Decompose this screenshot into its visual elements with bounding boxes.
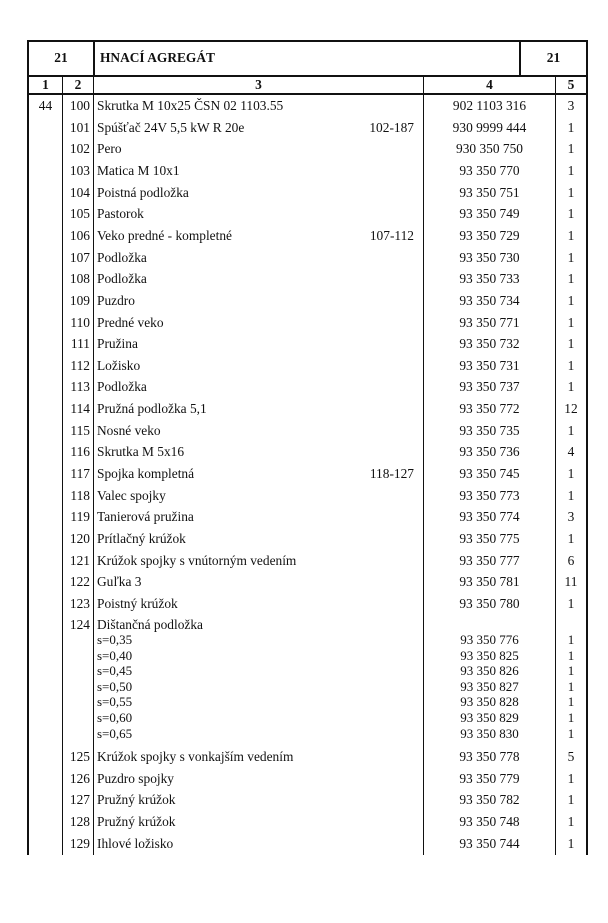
group-number-right: 21 — [546, 50, 561, 65]
part-number: 93 350 745 — [459, 466, 520, 481]
item-number: 108 — [69, 271, 90, 286]
item-number: 102 — [69, 141, 90, 156]
part-number: 93 350 779 — [459, 771, 520, 786]
variant-name: s=0,40 — [97, 648, 133, 663]
header-left-divider — [93, 40, 95, 75]
part-number: 93 350 736 — [459, 444, 520, 459]
part-number: 93 350 780 — [459, 596, 520, 611]
item-number: 120 — [69, 531, 90, 546]
column-header-2: 2 — [74, 77, 82, 92]
quantity: 5 — [567, 749, 575, 764]
part-number: 93 350 748 — [459, 814, 520, 829]
item-number: 104 — [69, 185, 90, 200]
quantity: 1 — [567, 632, 575, 647]
quantity: 1 — [567, 379, 575, 394]
quantity: 1 — [567, 163, 575, 178]
col2-col3-divider — [93, 75, 94, 855]
quantity: 1 — [567, 488, 575, 503]
item-range: 118-127 — [369, 466, 414, 481]
part-number: 93 350 729 — [459, 228, 520, 243]
variant-name: s=0,50 — [97, 679, 133, 694]
item-range: 107-112 — [369, 228, 414, 243]
part-number: 93 350 830 — [460, 726, 519, 741]
quantity: 4 — [567, 444, 575, 459]
part-number: 93 350 774 — [459, 509, 520, 524]
part-number: 93 350 776 — [460, 632, 519, 647]
item-number: 123 — [69, 596, 90, 611]
item-number: 124 — [69, 617, 90, 632]
part-number: 93 350 749 — [459, 206, 520, 221]
quantity: 1 — [567, 836, 575, 851]
item-range: 102-187 — [369, 120, 414, 135]
part-number: 93 350 730 — [459, 250, 520, 265]
quantity: 11 — [564, 574, 578, 589]
item-number: 125 — [69, 749, 90, 764]
item-number: 126 — [69, 771, 90, 786]
part-number: 93 350 744 — [459, 836, 520, 851]
column-number-divider — [27, 93, 588, 95]
item-name: Pastorok — [97, 206, 144, 221]
part-number: 93 350 829 — [460, 710, 519, 725]
quantity: 1 — [567, 423, 575, 438]
item-name: Ihlové ložisko — [97, 836, 174, 851]
item-number: 122 — [69, 574, 90, 589]
item-name: Poistná podložka — [97, 185, 189, 200]
item-name: Guľka 3 — [97, 574, 142, 589]
quantity: 3 — [567, 509, 575, 524]
part-number: 93 350 751 — [459, 185, 520, 200]
item-name: Podložka — [97, 250, 147, 265]
variant-name: s=0,60 — [97, 710, 133, 725]
part-number: 93 350 734 — [459, 293, 520, 308]
quantity: 1 — [567, 250, 575, 265]
item-name: Puzdro — [97, 293, 135, 308]
part-number: 902 1103 316 — [452, 98, 527, 113]
part-number: 93 350 781 — [459, 574, 520, 589]
group-number-left: 21 — [54, 50, 68, 65]
quantity: 1 — [567, 663, 575, 678]
item-name: Skrutka M 10x25 ČSN 02 1103.55 — [97, 98, 284, 113]
item-name: Poistný krúžok — [97, 596, 178, 611]
item-name: Pružina — [97, 336, 138, 351]
item-name: Skrutka M 5x16 — [97, 444, 185, 459]
quantity: 1 — [567, 710, 575, 725]
quantity: 1 — [567, 271, 575, 286]
quantity: 1 — [567, 596, 575, 611]
item-number: 103 — [69, 163, 90, 178]
item-number: 114 — [70, 401, 90, 416]
quantity: 1 — [567, 228, 575, 243]
quantity: 1 — [567, 726, 575, 741]
column-header-1: 1 — [42, 77, 49, 92]
column-header-5: 5 — [567, 77, 575, 92]
item-number: 105 — [69, 206, 90, 221]
item-name: Pero — [97, 141, 122, 156]
part-number: 93 350 826 — [460, 663, 519, 678]
column-header-3: 3 — [255, 77, 262, 92]
item-name: Puzdro spojky — [97, 771, 174, 786]
item-number: 119 — [70, 509, 90, 524]
variant-name: s=0,45 — [97, 663, 133, 678]
quantity: 1 — [567, 358, 575, 373]
item-number: 109 — [69, 293, 90, 308]
part-number: 93 350 778 — [459, 749, 520, 764]
item-name: Spúšťač 24V 5,5 kW R 20e — [97, 120, 245, 135]
quantity: 1 — [567, 185, 575, 200]
item-number: 118 — [70, 488, 90, 503]
right-border — [586, 40, 588, 855]
quantity: 12 — [564, 401, 578, 416]
item-name: Prítlačný krúžok — [97, 531, 186, 546]
part-number: 93 350 735 — [459, 423, 520, 438]
item-number: 100 — [69, 98, 90, 113]
part-number: 930 9999 444 — [452, 120, 527, 135]
quantity: 1 — [567, 293, 575, 308]
quantity: 1 — [567, 814, 575, 829]
item-name: Ložisko — [97, 358, 141, 373]
item-number: 117 — [70, 466, 90, 481]
item-number: 127 — [69, 792, 90, 807]
item-name: Valec spojky — [97, 488, 166, 503]
quantity: 1 — [567, 466, 575, 481]
quantity: 1 — [567, 336, 575, 351]
quantity: 1 — [567, 792, 575, 807]
item-number: 129 — [69, 836, 90, 851]
item-name: Spojka kompletná — [97, 466, 195, 481]
part-number: 93 350 771 — [459, 315, 520, 330]
item-name: Dištančná podložka — [97, 617, 203, 632]
item-name: Pružná podložka 5,1 — [97, 401, 207, 416]
item-name: Matica M 10x1 — [97, 163, 180, 178]
item-name: Nosné veko — [97, 423, 161, 438]
section-title: HNACÍ AGREGÁT — [100, 50, 215, 65]
quantity: 6 — [567, 553, 575, 568]
part-number: 93 350 732 — [459, 336, 520, 351]
item-number: 101 — [69, 120, 90, 135]
part-number: 93 350 775 — [459, 531, 520, 546]
quantity: 1 — [567, 679, 575, 694]
part-number: 93 350 770 — [459, 163, 520, 178]
part-number: 930 350 750 — [456, 141, 523, 156]
position-number: 44 — [38, 98, 53, 113]
part-number: 93 350 828 — [460, 694, 519, 709]
item-name: Podložka — [97, 379, 147, 394]
part-number: 93 350 782 — [459, 792, 520, 807]
item-name: Veko predné - kompletné — [97, 228, 232, 243]
quantity: 3 — [567, 98, 575, 113]
item-number: 106 — [69, 228, 90, 243]
quantity: 1 — [567, 141, 575, 156]
part-number: 93 350 737 — [459, 379, 520, 394]
item-name: Pružný krúžok — [97, 792, 176, 807]
part-number: 93 350 731 — [459, 358, 520, 373]
quantity: 1 — [567, 531, 575, 546]
item-name: Predné veko — [97, 315, 164, 330]
item-number: 113 — [70, 379, 90, 394]
variant-name: s=0,65 — [97, 726, 133, 741]
item-name: Krúžok spojky s vnútorným vedením — [97, 553, 297, 568]
item-number: 121 — [69, 553, 90, 568]
part-number: 93 350 825 — [460, 648, 519, 663]
left-border — [27, 40, 29, 855]
item-name: Pružný krúžok — [97, 814, 176, 829]
quantity: 1 — [567, 648, 575, 663]
quantity: 1 — [567, 206, 575, 221]
quantity: 1 — [567, 694, 575, 709]
item-number: 128 — [69, 814, 90, 829]
variant-name: s=0,55 — [97, 694, 133, 709]
item-number: 110 — [70, 315, 90, 330]
item-number: 107 — [69, 250, 90, 265]
part-number: 93 350 773 — [459, 488, 520, 503]
item-name: Krúžok spojky s vonkajším vedením — [97, 749, 294, 764]
variant-name: s=0,35 — [97, 632, 133, 647]
quantity: 1 — [567, 315, 575, 330]
part-number: 93 350 772 — [459, 401, 520, 416]
item-number: 111 — [70, 336, 90, 351]
part-number: 93 350 733 — [459, 271, 520, 286]
item-number: 115 — [70, 423, 90, 438]
quantity: 1 — [567, 771, 575, 786]
item-number: 112 — [70, 358, 90, 373]
item-number: 116 — [70, 444, 90, 459]
table-top-border — [27, 40, 588, 42]
item-name: Tanierová pružina — [97, 509, 194, 524]
column-header-4: 4 — [486, 77, 493, 92]
quantity: 1 — [567, 120, 575, 135]
item-name: Podložka — [97, 271, 147, 286]
part-number: 93 350 827 — [460, 679, 519, 694]
part-number: 93 350 777 — [459, 553, 520, 568]
